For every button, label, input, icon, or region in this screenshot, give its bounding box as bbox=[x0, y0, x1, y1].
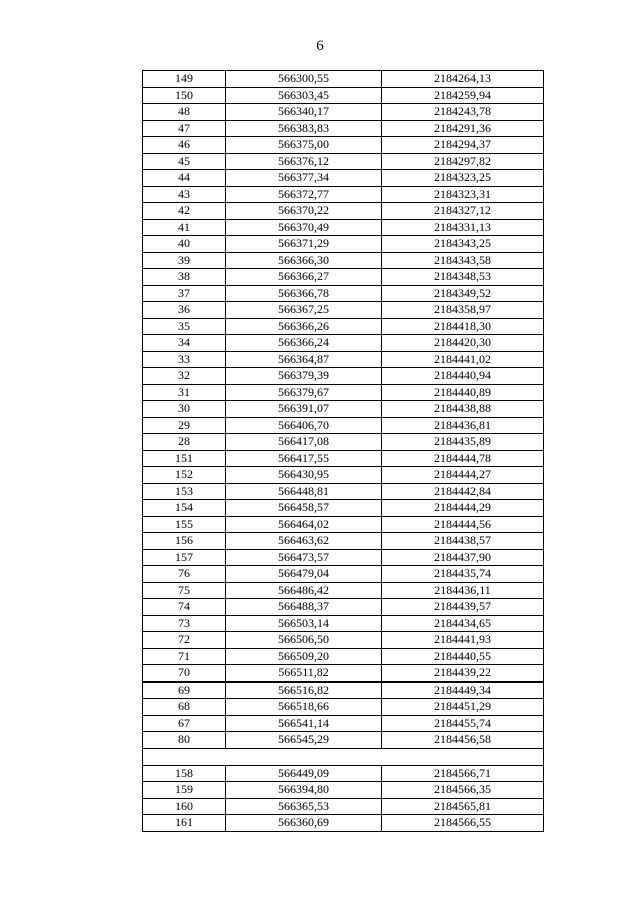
y-coordinate-cell: 2184323,25 bbox=[382, 170, 544, 187]
point-number-cell: 150 bbox=[143, 87, 226, 104]
y-coordinate-cell: 2184343,58 bbox=[382, 252, 544, 269]
point-number-cell: 149 bbox=[143, 71, 226, 88]
point-number-cell: 155 bbox=[143, 516, 226, 533]
x-coordinate-cell: 566370,49 bbox=[226, 219, 382, 236]
y-coordinate-cell: 2184566,71 bbox=[382, 765, 544, 782]
point-number-cell: 43 bbox=[143, 186, 226, 203]
table-row bbox=[143, 632, 544, 649]
y-coordinate-cell: 2184343,25 bbox=[382, 236, 544, 253]
point-number-cell: 72 bbox=[143, 632, 226, 649]
table-row bbox=[143, 285, 544, 302]
table-row bbox=[143, 71, 544, 88]
y-coordinate-cell: 2184435,89 bbox=[382, 434, 544, 451]
y-coordinate-cell: 2184243,78 bbox=[382, 104, 544, 121]
y-coordinate-cell: 2184436,81 bbox=[382, 417, 544, 434]
y-coordinate-cell: 2184349,52 bbox=[382, 285, 544, 302]
table-row bbox=[143, 137, 544, 154]
table-row bbox=[143, 798, 544, 815]
x-coordinate-cell: 566394,80 bbox=[226, 782, 382, 799]
table-gap-row bbox=[143, 748, 544, 765]
point-number-cell: 70 bbox=[143, 665, 226, 682]
y-coordinate-cell: 2184437,90 bbox=[382, 549, 544, 566]
point-number-cell: 153 bbox=[143, 483, 226, 500]
y-coordinate-cell: 2184348,53 bbox=[382, 269, 544, 286]
empty-cell bbox=[143, 748, 544, 765]
point-number-cell: 157 bbox=[143, 549, 226, 566]
point-number-cell: 69 bbox=[143, 682, 226, 699]
x-coordinate-cell: 566360,69 bbox=[226, 815, 382, 832]
x-coordinate-cell: 566391,07 bbox=[226, 401, 382, 418]
table-row bbox=[143, 483, 544, 500]
point-number-cell: 154 bbox=[143, 500, 226, 517]
table-row bbox=[143, 682, 544, 699]
point-number-cell: 39 bbox=[143, 252, 226, 269]
table-row bbox=[143, 582, 544, 599]
table-row bbox=[143, 368, 544, 385]
coordinates-table bbox=[142, 70, 544, 832]
table-row bbox=[143, 815, 544, 832]
point-number-cell: 161 bbox=[143, 815, 226, 832]
x-coordinate-cell: 566479,04 bbox=[226, 566, 382, 583]
y-coordinate-cell: 2184444,29 bbox=[382, 500, 544, 517]
y-coordinate-cell: 2184444,27 bbox=[382, 467, 544, 484]
table-row bbox=[143, 302, 544, 319]
y-coordinate-cell: 2184456,58 bbox=[382, 732, 544, 749]
point-number-cell: 34 bbox=[143, 335, 226, 352]
x-coordinate-cell: 566458,57 bbox=[226, 500, 382, 517]
y-coordinate-cell: 2184439,57 bbox=[382, 599, 544, 616]
table-row bbox=[143, 765, 544, 782]
x-coordinate-cell: 566367,25 bbox=[226, 302, 382, 319]
y-coordinate-cell: 2184434,65 bbox=[382, 615, 544, 632]
y-coordinate-cell: 2184436,11 bbox=[382, 582, 544, 599]
x-coordinate-cell: 566383,83 bbox=[226, 120, 382, 137]
x-coordinate-cell: 566406,70 bbox=[226, 417, 382, 434]
y-coordinate-cell: 2184259,94 bbox=[382, 87, 544, 104]
y-coordinate-cell: 2184444,56 bbox=[382, 516, 544, 533]
point-number-cell: 36 bbox=[143, 302, 226, 319]
x-coordinate-cell: 566503,14 bbox=[226, 615, 382, 632]
table-row bbox=[143, 170, 544, 187]
y-coordinate-cell: 2184455,74 bbox=[382, 715, 544, 732]
table-row bbox=[143, 384, 544, 401]
y-coordinate-cell: 2184297,82 bbox=[382, 153, 544, 170]
point-number-cell: 29 bbox=[143, 417, 226, 434]
point-number-cell: 156 bbox=[143, 533, 226, 550]
x-coordinate-cell: 566518,66 bbox=[226, 699, 382, 716]
point-number-cell: 45 bbox=[143, 153, 226, 170]
x-coordinate-cell: 566364,87 bbox=[226, 351, 382, 368]
y-coordinate-cell: 2184566,55 bbox=[382, 815, 544, 832]
point-number-cell: 73 bbox=[143, 615, 226, 632]
x-coordinate-cell: 566300,55 bbox=[226, 71, 382, 88]
table-row bbox=[143, 335, 544, 352]
point-number-cell: 158 bbox=[143, 765, 226, 782]
point-number-cell: 44 bbox=[143, 170, 226, 187]
table-row bbox=[143, 615, 544, 632]
coordinates-table-body bbox=[143, 71, 544, 832]
y-coordinate-cell: 2184327,12 bbox=[382, 203, 544, 220]
point-number-cell: 40 bbox=[143, 236, 226, 253]
point-number-cell: 75 bbox=[143, 582, 226, 599]
point-number-cell: 47 bbox=[143, 120, 226, 137]
x-coordinate-cell: 566448,81 bbox=[226, 483, 382, 500]
x-coordinate-cell: 566366,26 bbox=[226, 318, 382, 335]
table-row bbox=[143, 566, 544, 583]
table-row bbox=[143, 533, 544, 550]
y-coordinate-cell: 2184323,31 bbox=[382, 186, 544, 203]
x-coordinate-cell: 566366,27 bbox=[226, 269, 382, 286]
x-coordinate-cell: 566449,09 bbox=[226, 765, 382, 782]
x-coordinate-cell: 566340,17 bbox=[226, 104, 382, 121]
table-row bbox=[143, 120, 544, 137]
point-number-cell: 30 bbox=[143, 401, 226, 418]
point-number-cell: 41 bbox=[143, 219, 226, 236]
x-coordinate-cell: 566372,77 bbox=[226, 186, 382, 203]
y-coordinate-cell: 2184435,74 bbox=[382, 566, 544, 583]
x-coordinate-cell: 566473,57 bbox=[226, 549, 382, 566]
table-row bbox=[143, 450, 544, 467]
x-coordinate-cell: 566463,62 bbox=[226, 533, 382, 550]
table-row bbox=[143, 417, 544, 434]
point-number-cell: 35 bbox=[143, 318, 226, 335]
point-number-cell: 37 bbox=[143, 285, 226, 302]
x-coordinate-cell: 566541,14 bbox=[226, 715, 382, 732]
point-number-cell: 42 bbox=[143, 203, 226, 220]
y-coordinate-cell: 2184358,97 bbox=[382, 302, 544, 319]
point-number-cell: 71 bbox=[143, 648, 226, 665]
table-row bbox=[143, 467, 544, 484]
y-coordinate-cell: 2184441,93 bbox=[382, 632, 544, 649]
y-coordinate-cell: 2184438,88 bbox=[382, 401, 544, 418]
x-coordinate-cell: 566377,34 bbox=[226, 170, 382, 187]
table-row bbox=[143, 648, 544, 665]
table-row bbox=[143, 500, 544, 517]
table-row bbox=[143, 87, 544, 104]
x-coordinate-cell: 566506,50 bbox=[226, 632, 382, 649]
table-row bbox=[143, 318, 544, 335]
point-number-cell: 68 bbox=[143, 699, 226, 716]
table-row bbox=[143, 715, 544, 732]
point-number-cell: 80 bbox=[143, 732, 226, 749]
x-coordinate-cell: 566376,12 bbox=[226, 153, 382, 170]
point-number-cell: 38 bbox=[143, 269, 226, 286]
x-coordinate-cell: 566371,29 bbox=[226, 236, 382, 253]
table-row bbox=[143, 269, 544, 286]
point-number-cell: 151 bbox=[143, 450, 226, 467]
y-coordinate-cell: 2184565,81 bbox=[382, 798, 544, 815]
x-coordinate-cell: 566511,82 bbox=[226, 665, 382, 682]
table-row bbox=[143, 186, 544, 203]
y-coordinate-cell: 2184294,37 bbox=[382, 137, 544, 154]
point-number-cell: 33 bbox=[143, 351, 226, 368]
y-coordinate-cell: 2184418,30 bbox=[382, 318, 544, 335]
x-coordinate-cell: 566303,45 bbox=[226, 87, 382, 104]
point-number-cell: 31 bbox=[143, 384, 226, 401]
table-row bbox=[143, 516, 544, 533]
point-number-cell: 152 bbox=[143, 467, 226, 484]
y-coordinate-cell: 2184444,78 bbox=[382, 450, 544, 467]
table-row bbox=[143, 219, 544, 236]
y-coordinate-cell: 2184440,94 bbox=[382, 368, 544, 385]
y-coordinate-cell: 2184442,84 bbox=[382, 483, 544, 500]
page-number: 6 bbox=[316, 38, 324, 54]
table-row bbox=[143, 434, 544, 451]
y-coordinate-cell: 2184420,30 bbox=[382, 335, 544, 352]
table-row bbox=[143, 699, 544, 716]
table-row bbox=[143, 153, 544, 170]
x-coordinate-cell: 566417,55 bbox=[226, 450, 382, 467]
x-coordinate-cell: 566375,00 bbox=[226, 137, 382, 154]
table-row bbox=[143, 732, 544, 749]
x-coordinate-cell: 566545,29 bbox=[226, 732, 382, 749]
table-row bbox=[143, 104, 544, 121]
y-coordinate-cell: 2184331,13 bbox=[382, 219, 544, 236]
x-coordinate-cell: 566379,39 bbox=[226, 368, 382, 385]
x-coordinate-cell: 566379,67 bbox=[226, 384, 382, 401]
point-number-cell: 67 bbox=[143, 715, 226, 732]
point-number-cell: 46 bbox=[143, 137, 226, 154]
table-row bbox=[143, 351, 544, 368]
table-row bbox=[143, 782, 544, 799]
table-row bbox=[143, 252, 544, 269]
x-coordinate-cell: 566366,78 bbox=[226, 285, 382, 302]
table-row bbox=[143, 549, 544, 566]
x-coordinate-cell: 566516,82 bbox=[226, 682, 382, 699]
table-row bbox=[143, 236, 544, 253]
y-coordinate-cell: 2184438,57 bbox=[382, 533, 544, 550]
y-coordinate-cell: 2184440,55 bbox=[382, 648, 544, 665]
table-row bbox=[143, 401, 544, 418]
point-number-cell: 160 bbox=[143, 798, 226, 815]
point-number-cell: 74 bbox=[143, 599, 226, 616]
y-coordinate-cell: 2184451,29 bbox=[382, 699, 544, 716]
table-row bbox=[143, 203, 544, 220]
x-coordinate-cell: 566366,30 bbox=[226, 252, 382, 269]
x-coordinate-cell: 566464,02 bbox=[226, 516, 382, 533]
y-coordinate-cell: 2184449,34 bbox=[382, 682, 544, 699]
point-number-cell: 32 bbox=[143, 368, 226, 385]
x-coordinate-cell: 566430,95 bbox=[226, 467, 382, 484]
y-coordinate-cell: 2184264,13 bbox=[382, 71, 544, 88]
table-row bbox=[143, 599, 544, 616]
table-row bbox=[143, 665, 544, 682]
y-coordinate-cell: 2184440,89 bbox=[382, 384, 544, 401]
point-number-cell: 159 bbox=[143, 782, 226, 799]
y-coordinate-cell: 2184566,35 bbox=[382, 782, 544, 799]
y-coordinate-cell: 2184441,02 bbox=[382, 351, 544, 368]
point-number-cell: 76 bbox=[143, 566, 226, 583]
y-coordinate-cell: 2184291,36 bbox=[382, 120, 544, 137]
point-number-cell: 28 bbox=[143, 434, 226, 451]
point-number-cell: 48 bbox=[143, 104, 226, 121]
x-coordinate-cell: 566365,53 bbox=[226, 798, 382, 815]
x-coordinate-cell: 566509,20 bbox=[226, 648, 382, 665]
x-coordinate-cell: 566366,24 bbox=[226, 335, 382, 352]
y-coordinate-cell: 2184439,22 bbox=[382, 665, 544, 682]
x-coordinate-cell: 566486,42 bbox=[226, 582, 382, 599]
x-coordinate-cell: 566417,08 bbox=[226, 434, 382, 451]
x-coordinate-cell: 566488,37 bbox=[226, 599, 382, 616]
x-coordinate-cell: 566370,22 bbox=[226, 203, 382, 220]
